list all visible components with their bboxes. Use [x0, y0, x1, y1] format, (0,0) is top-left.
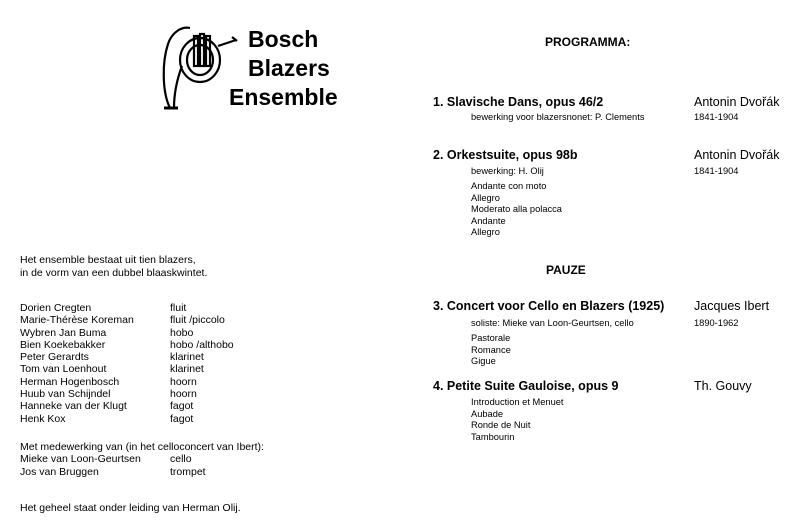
- list-item: [20, 302, 234, 314]
- member-name: Bien Koekebakker: [20, 338, 106, 351]
- member-name: Dorien Cregten: [20, 302, 92, 314]
- list-item: [20, 327, 234, 339]
- list-item: [20, 363, 234, 375]
- member-instrument: fluit: [170, 302, 187, 314]
- movement-list: [471, 181, 562, 239]
- movement: Andante: [471, 215, 506, 226]
- member-name: Tom van Loenhout: [20, 363, 107, 376]
- guest-instrument: cello: [170, 453, 192, 466]
- piece-title: 4. Petite Suite Gauloise, opus 9: [433, 379, 619, 393]
- composer-years: 1890-1962: [694, 318, 739, 328]
- member-instrument: fluit /piccolo: [170, 314, 225, 327]
- pause-label: PAUZE: [546, 263, 586, 277]
- movement: Pastorale: [471, 333, 511, 343]
- guest-name: Jos van Bruggen: [20, 465, 99, 478]
- member-name: Hanneke van der Klugt: [20, 400, 127, 413]
- guest-list: [20, 441, 264, 478]
- list-item: [20, 400, 234, 412]
- member-name: Huub van Schijndel: [20, 388, 111, 401]
- movement: Gigue: [471, 356, 496, 367]
- composer-years: 1841-1904: [694, 166, 739, 176]
- piece-note: bewerking: H. Olij: [471, 166, 544, 176]
- guest-instrument: trompet: [170, 465, 206, 478]
- logo-text-line: Blazers: [248, 55, 330, 81]
- ensemble-intro: [20, 254, 207, 280]
- french-horn-logo-icon: [160, 22, 238, 110]
- guest-heading: Met medewerking van (in het celloconcert van Ibert):: [20, 441, 264, 453]
- member-instrument: hobo: [170, 326, 194, 339]
- movement-list: [471, 397, 564, 443]
- member-name: Herman Hogenbosch: [20, 375, 120, 388]
- member-name: Wybren Jan Buma: [20, 326, 107, 339]
- member-name: Peter Gerardts: [20, 351, 89, 364]
- logo-text-line: Bosch: [248, 26, 319, 52]
- member-instrument: fagot: [170, 412, 194, 425]
- movement: Moderato alla polacca: [471, 204, 562, 215]
- piece-composer: Th. Gouvy: [694, 379, 752, 393]
- movement: Ronde de Nuit: [471, 420, 531, 431]
- conductor-footer: Het geheel staat onder leiding van Herman Olij.: [20, 502, 241, 514]
- movement: Allegro: [471, 192, 500, 203]
- member-name: Henk Kox: [20, 412, 66, 425]
- piece-note: soliste: Mieke van Loon-Geurtsen, cello: [471, 318, 634, 328]
- list-item: [20, 413, 234, 425]
- member-instrument: hoorn: [170, 388, 197, 401]
- member-list: [20, 302, 234, 425]
- list-item: [20, 453, 264, 465]
- intro-line: Het ensemble bestaat uit tien blazers,: [20, 254, 196, 266]
- member-instrument: klarinet: [170, 351, 204, 364]
- list-item: [20, 339, 234, 351]
- member-instrument: hobo /althobo: [170, 338, 234, 351]
- member-instrument: fagot: [170, 400, 194, 413]
- movement: Introduction et Menuet: [471, 397, 564, 407]
- movement-list: [471, 333, 511, 368]
- composer-years: 1841-1904: [694, 112, 739, 122]
- piece-note: bewerking voor blazersnonet: P. Clements: [471, 112, 645, 122]
- list-item: [20, 351, 234, 363]
- movement: Andante con moto: [471, 181, 547, 191]
- programme-title: PROGRAMMA:: [545, 35, 631, 49]
- piece-title: 1. Slavische Dans, opus 46/2: [433, 95, 604, 109]
- guest-name: Mieke van Loon-Geurtsen: [20, 453, 141, 466]
- list-item: [20, 314, 234, 326]
- piece-title: 2. Orkestsuite, opus 98b: [433, 148, 578, 162]
- piece-composer: Antonin Dvořák: [694, 95, 780, 109]
- piece-composer: Jacques Ibert: [694, 299, 770, 313]
- member-instrument: klarinet: [170, 363, 204, 376]
- member-instrument: hoorn: [170, 375, 197, 388]
- movement: Allegro: [471, 227, 500, 238]
- member-name: Marie-Thérèse Koreman: [20, 314, 134, 327]
- list-item: [20, 388, 234, 400]
- intro-line: in de vorm van een dubbel blaaskwintet.: [20, 267, 208, 279]
- logo-text-line: Ensemble: [229, 84, 338, 110]
- movement: Aubade: [471, 408, 504, 419]
- movement: Tambourin: [471, 431, 515, 442]
- list-item: [20, 466, 264, 478]
- movement: Romance: [471, 344, 511, 355]
- piece-composer: Antonin Dvořák: [694, 148, 780, 162]
- list-item: [20, 376, 234, 388]
- piece-title: 3. Concert voor Cello en Blazers (1925): [433, 299, 665, 313]
